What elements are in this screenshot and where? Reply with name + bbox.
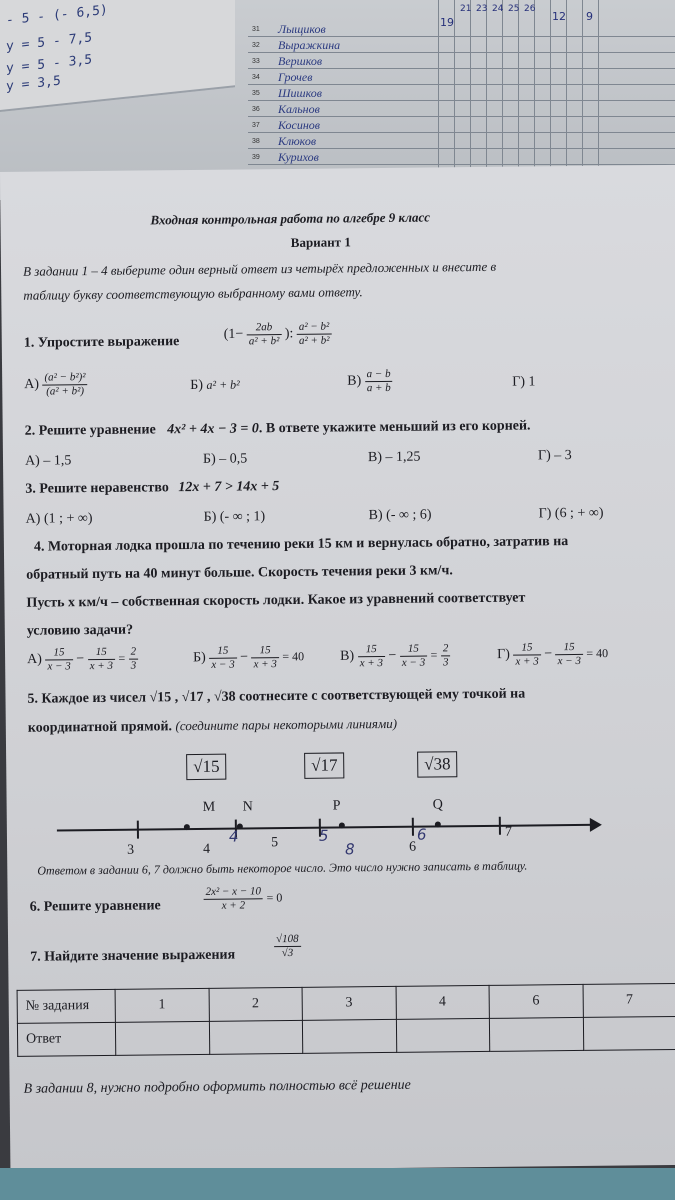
point-p-dot — [339, 822, 345, 828]
task-4-option-c: В) $\frac{15}{x + 3}$ − $\frac{15}{x - 3}$ = $\frac{2}{3}$ — [340, 642, 449, 669]
number-line-tick — [499, 817, 501, 835]
task-4-line-1: 4. Моторная лодка прошла по течению реки 15 км и вернулась обратно, затратив на — [33, 534, 569, 555]
footer-text: В задании 8, нужно подробно оформить полностью всё решение — [23, 1077, 411, 1097]
journal-student-name: Вершков — [278, 54, 323, 68]
table-header-cell: 6 — [489, 984, 583, 1018]
task-1-option-c: В) $\frac{a - b}{a + b}$ — [347, 367, 391, 394]
journal-mark: 25 — [508, 4, 520, 14]
table-header-cell: 1 — [115, 988, 209, 1022]
table-row — [17, 1016, 675, 1056]
notebook-scribble: y = 5 - 7,5 — [6, 30, 93, 55]
number-line-tick — [412, 818, 414, 836]
task-3-option-a: А) (1 ; + ∞) — [25, 511, 93, 527]
task-2-statement: 2. Решите уравнение 4x² + 4x − 3 = 0. В ответе укажите меньший из его корней. — [24, 418, 531, 439]
task-1-expression: (1− $\frac{2ab}{\text{a² + b²}}$ ): $\frac{\text{a² − b²}}{\text{a² + b²}}$ — [223, 320, 330, 348]
task-4-line-3: Пусть х км/ч – собственная скорость лодки. Какое из уравнений соответствует — [26, 590, 526, 611]
journal-student-name: Лыщиков — [278, 22, 326, 36]
variant-title: Вариант 1 — [290, 234, 351, 250]
answer-cell[interactable] — [115, 1021, 209, 1055]
note-text: Ответом в задании 6, 7 должно быть некоторое число. Это число нужно записать в таблицу. — [37, 858, 528, 878]
task-4-option-d: Г) $\frac{15}{x + 3}$ − $\frac{15}{x - 3}$ = 40 — [497, 641, 609, 668]
journal-mark: 12 — [552, 10, 566, 23]
journal-mark: 23 — [476, 4, 488, 14]
axis-number-3: 3 — [127, 842, 135, 858]
journal-student-name: Шишков — [278, 86, 322, 100]
task-1-option-b: Б) a² + b² — [190, 377, 240, 394]
point-m-label: M — [202, 799, 216, 815]
task-1-label: 1. Упростите выражение — [23, 334, 180, 351]
journal-mark: 9 — [586, 10, 593, 23]
instruction-line-2: таблицу букву соответствующую выбранному вами ответу. — [23, 284, 363, 303]
journal-row-number: 34 — [252, 74, 260, 81]
answer-cell[interactable] — [396, 1018, 490, 1052]
table-header-cell: 4 — [396, 985, 490, 1019]
journal-student-name: Грочев — [278, 70, 313, 84]
journal-student-name: Курихов — [278, 150, 319, 164]
handwritten-mark: 5 — [318, 826, 329, 845]
table-header-cell: № задания — [17, 989, 115, 1023]
axis-number-7: 7 — [504, 824, 513, 840]
axis-number-4: 4 — [203, 841, 211, 857]
journal-student-name: Кальнов — [278, 102, 320, 116]
background-notebook — [0, 0, 235, 112]
task-4-option-b: Б) $\frac{15}{x - 3}$ − $\frac{15}{x + 3}$ = 40 — [193, 644, 305, 671]
root-box-17: √17 — [304, 752, 345, 778]
number-line-tick — [137, 821, 139, 839]
task-2-option-b: Б) – 0,5 — [202, 451, 248, 467]
task-2-option-c: В) – 1,25 — [367, 449, 421, 466]
task-4-line-4: условию задачи? — [26, 622, 134, 639]
answer-cell[interactable] — [302, 1019, 396, 1053]
journal-row-number: 32 — [252, 42, 260, 49]
background-desk-strip — [0, 1168, 675, 1200]
journal-row-number: 37 — [252, 122, 260, 129]
answer-cell[interactable] — [583, 1016, 675, 1050]
journal-row-number: 35 — [252, 90, 260, 97]
journal-mark: 21 — [460, 4, 472, 14]
table-header-cell: 3 — [302, 986, 396, 1020]
handwritten-mark: 4 — [228, 827, 239, 846]
root-box-15: √15 — [186, 754, 227, 780]
point-p-label: P — [332, 798, 341, 814]
task-3-statement: 3. Решите неравенство 12x + 7 > 14x + 5 — [25, 479, 280, 497]
journal-row-number: 39 — [252, 154, 260, 161]
journal-row-number: 36 — [252, 106, 260, 113]
journal-student-name: Клюков — [278, 134, 317, 148]
table-header-cell: 7 — [583, 983, 675, 1017]
answer-cell[interactable] — [489, 1017, 583, 1051]
notebook-scribble: - 5 - (- 6,5) — [6, 2, 108, 29]
axis-number-5: 5 — [270, 835, 279, 851]
answer-table — [17, 983, 675, 1057]
answer-cell[interactable] — [209, 1020, 303, 1054]
journal-student-name: Косинов — [278, 118, 320, 132]
page-title: Входная контрольная работа по алгебре 9 класс — [150, 209, 431, 228]
task-3-option-b: Б) (- ∞ ; 1) — [203, 509, 266, 525]
worksheet-paper — [0, 165, 675, 1172]
task-3-option-d: Г) (6 ; + ∞) — [538, 505, 604, 522]
task-2-option-d: Г) – 3 — [537, 448, 572, 464]
journal-row-number: 31 — [252, 26, 260, 33]
task-1-option-a: А) $\frac{\text{(a² − b²)²}}{\text{(a² + b²)}}$ — [24, 371, 88, 398]
task-7-label: 7. Найдите значение выражения — [30, 947, 236, 965]
point-q-dot — [435, 821, 441, 827]
point-n-label: N — [242, 799, 253, 815]
notebook-scribble: y = 3,5 — [6, 73, 61, 95]
point-q-label: Q — [432, 797, 443, 813]
number-line-arrow-icon — [590, 818, 602, 832]
axis-number-6: 6 — [409, 839, 417, 855]
task-1-option-d: Г) 1 — [512, 374, 536, 390]
task-5-line-1: 5. Каждое из чисел √15 , √17 , √38 соотнесите с соответствующей ему точкой на — [27, 686, 526, 707]
instruction-line-1: В задании 1 – 4 выберите один верный ответ из четырёх предложенных и внесите в — [22, 258, 497, 279]
notebook-scribble: y = 5 - 3,5 — [6, 52, 93, 77]
journal-mark: 26 — [524, 4, 536, 14]
journal-row-number: 38 — [252, 138, 260, 145]
task-4-option-a: А) $\frac{15}{x - 3}$ − $\frac{15}{x + 3}$ = $\frac{2}{3}$ — [27, 645, 137, 673]
table-header-cell: 2 — [209, 987, 303, 1021]
task-4-line-2: обратный путь на 40 минут больше. Скорость течения реки 3 км/ч. — [26, 563, 453, 583]
handwritten-mark: 8 — [345, 840, 355, 859]
journal-row-number: 33 — [252, 58, 260, 65]
task-2-option-a: А) – 1,5 — [24, 453, 72, 469]
handwritten-mark: 6 — [416, 825, 427, 844]
task-7-expression: $\frac{√108}{√3}$ — [274, 933, 301, 960]
table-answer-label: Ответ — [17, 1022, 115, 1056]
journal-mark: 24 — [492, 4, 504, 14]
task-6-label: 6. Решите уравнение — [29, 898, 161, 915]
task-6-equation: $\frac{\text{2x² − x − 10}}{x + 2}$ = 0 — [205, 885, 283, 912]
task-3-option-c: В) (- ∞ ; 6) — [368, 507, 432, 524]
journal-student-name: Выражкина — [278, 38, 341, 52]
journal-mark: 19 — [440, 16, 454, 29]
root-box-38: √38 — [417, 751, 458, 777]
task-5-line-2: координатной прямой. (соедините пары некоторыми линиями) — [27, 715, 398, 736]
point-m-dot — [184, 824, 190, 830]
